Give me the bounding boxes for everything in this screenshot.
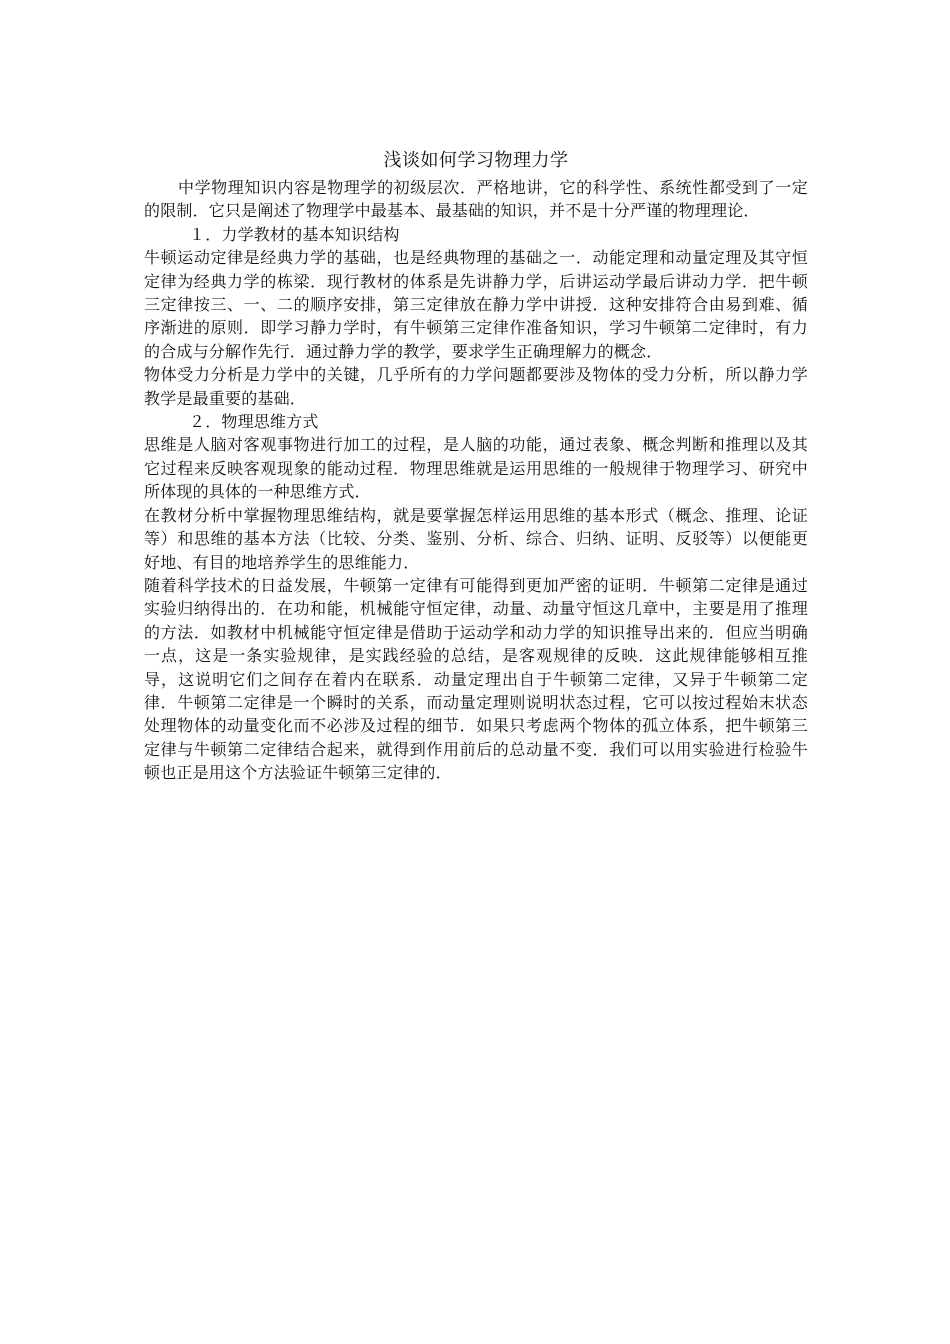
intro-paragraph: 中学物理知识内容是物理学的初级层次．严格地讲，它的科学性、系统性都受到了一定的限制．它只是阐述了物理学中最基本、最基础的知识，并不是十分严谨的物理理论． [144,178,808,221]
section-2-paragraph-3: 随着科学技术的日益发展，牛顿第一定律有可能得到更加严密的证明．牛顿第二定律是通过实验归纳得出的．在功和能，机械能守恒定律，动量、动量守恒这几章中，主要是用了推理的方法．如教材中机械能守恒定律是借助于运动学和动力学的知识推导出来的．但应当明确一点，这是一条实验规律，是实践经验的总结，是客观规律的反映．这此规律能够相互推导，这说明它们之间存在着内在联系．动量定理出自于牛顿第二定律，又异于牛顿第二定律．牛顿第二定律是一个瞬时的关系，而动量定理则说明状态过程，它可以按过程始末状态处理物体的动量变化而不必涉及过程的细节．如果只考虑两个物体的孤立体系，把牛顿第三定律与牛顿第二定律结合起来，就得到作用前后的总动量不变．我们可以用实验进行检验牛顿也正是用这个方法验证牛顿第三定律的． [144,575,808,783]
document-title: 浅谈如何学习物理力学 [383,150,569,171]
section-2-paragraph-1: 思维是人脑对客观事物进行加工的过程，是人脑的功能，通过表象、概念判断和推理以及其它过程来反映客观现象的能动过程．物理思维就是运用思维的一般规律于物理学习、研究中所体现的具体的一种思维方式． [144,435,808,502]
section-1-heading: １．力学教材的基本知识结构 [189,224,400,244]
document-page [144,146,808,785]
section-1-paragraph-2: 物体受力分析是力学中的关键，几乎所有的力学问题都要涉及物体的受力分析，所以静力学教学是最重要的基础． [144,365,808,408]
section-2-paragraph-2: 在教材分析中掌握物理思维结构，就是要掌握怎样运用思维的基本形式（概念、推理、论证等）和思维的基本方法（比较、分类、鉴别、分析、综合、归纳、证明、反驳等）以便能更好地、有目的地培养学生的思维能力． [144,505,808,572]
section-2-heading: ２．物理思维方式 [189,412,319,432]
section-1-paragraph-1: 牛顿运动定律是经典力学的基础，也是经典物理的基础之一．动能定理和动量定理及其守恒定律为经典力学的栋梁．现行教材的体系是先讲静力学，后讲运动学最后讲动力学．把牛顿三定律按三、一、二的顺序安排，第三定律放在静力学中讲授．这种安排符合由易到难、循序渐进的原则．即学习静力学时，有牛顿第三定律作准备知识，学习牛顿第二定律时，有力的合成与分解作先行．通过静力学的教学，要求学生正确理解力的概念． [144,248,808,361]
